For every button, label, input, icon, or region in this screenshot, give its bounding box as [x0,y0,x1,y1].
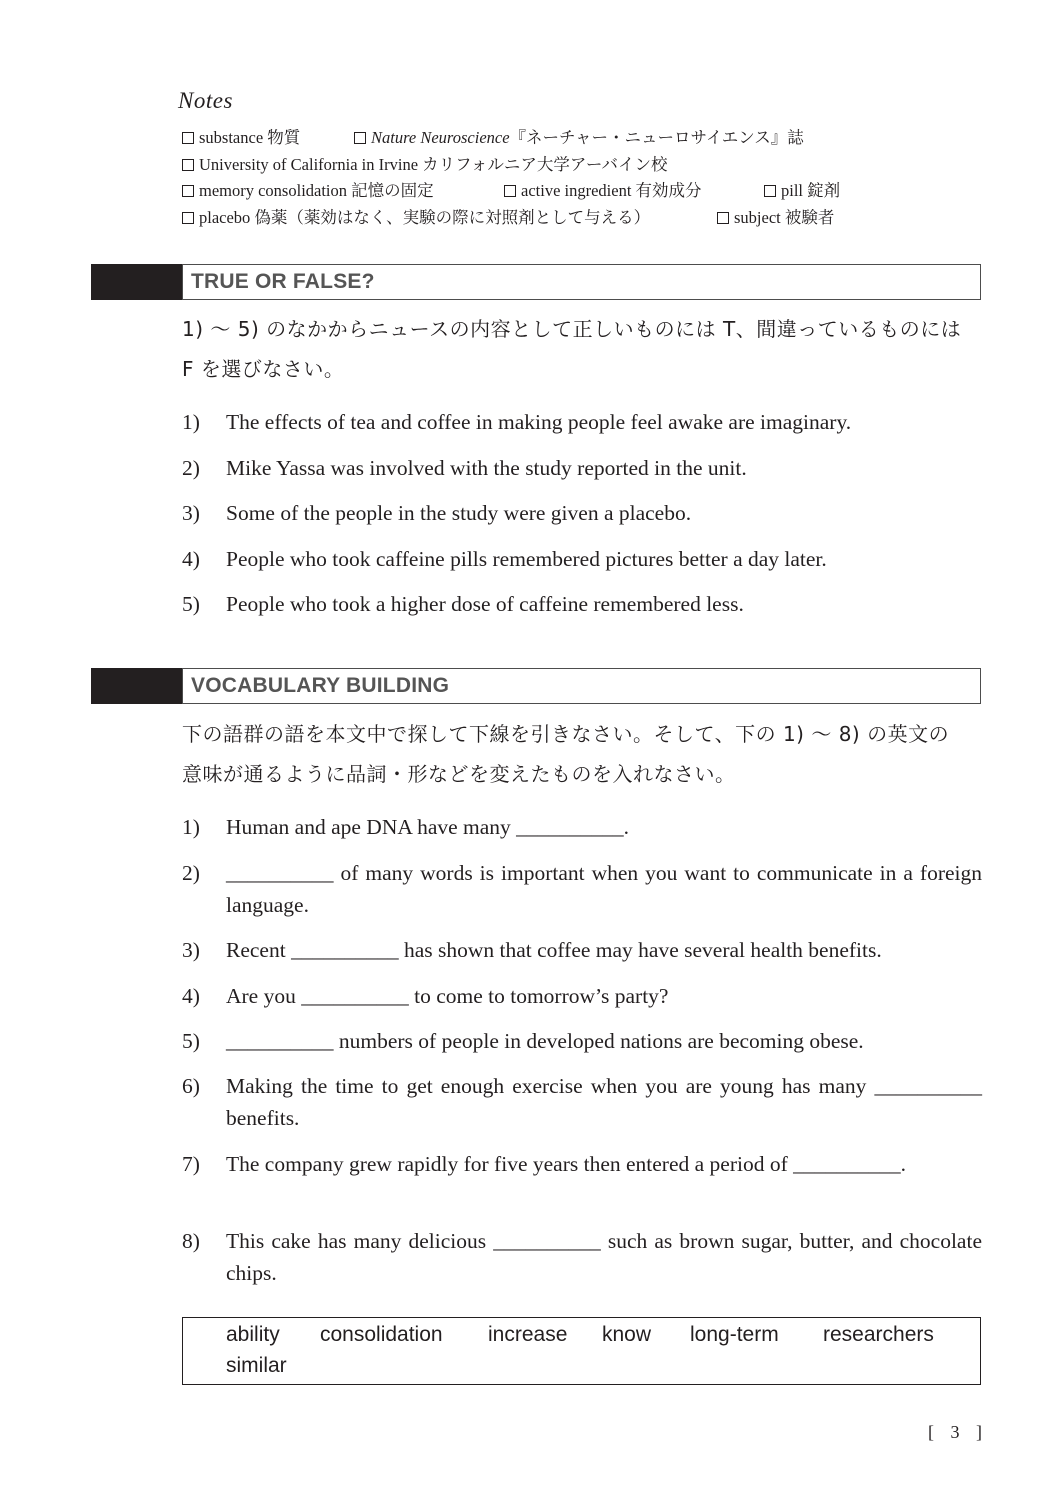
word-bank-item: long-term [690,1323,779,1346]
checkbox-icon [182,185,194,197]
word-bank-item: increase [488,1323,568,1346]
checkbox-icon [182,159,194,171]
note-item: University of California in Irvine カリフォルニア大学アーバイン校 [182,151,668,175]
journal-name: Nature Neuroscience [371,128,510,147]
checkbox-icon [182,212,194,224]
note-item: Nature Neuroscience『ネーチャー・ニューロサイエンス』誌 [354,124,804,148]
word-bank-item: consolidation [320,1323,443,1346]
note-item: memory consolidation 記憶の固定 [182,177,434,201]
instruction-line: 1) ～ 5) のなかからニュースの内容として正しいものには T、間違っているものには [182,317,962,341]
notes-title: Notes [178,88,233,113]
note-item: substance 物質 [182,124,300,148]
note-item: active ingredient 有効成分 [504,177,702,201]
note-item: placebo 偽薬（薬効はなく、実験の際に対照剤として与える） [182,204,650,228]
section-title: VOCABULARY BUILDING [191,674,450,697]
note-item: pill 錠剤 [764,177,840,201]
section-header-vocabulary [182,668,981,704]
checkbox-icon [764,185,776,197]
section-title: TRUE OR FALSE? [191,270,375,293]
section-header-true-false [182,264,981,300]
instruction-line: 下の語群の語を本文中で探して下線を引きなさい。そして、下の 1) ～ 8) の英文の [182,722,950,746]
word-bank-item: similar [226,1354,287,1377]
checkbox-icon [182,132,194,144]
checkbox-icon [504,185,516,197]
checkbox-icon [717,212,729,224]
word-bank-item: ability [226,1323,280,1346]
word-bank [182,1317,981,1385]
section-marker [91,264,182,300]
page-number: [ 3 ] [928,1422,988,1442]
checkbox-icon [354,132,366,144]
note-item: subject 被験者 [717,204,834,228]
instruction-line: F を選びなさい。 [182,357,345,381]
word-bank-item: know [602,1323,652,1346]
section-marker [91,668,182,704]
instruction-line: 意味が通るように品詞・形などを変えたものを入れなさい。 [182,762,736,786]
word-bank-item: researchers [823,1323,934,1346]
